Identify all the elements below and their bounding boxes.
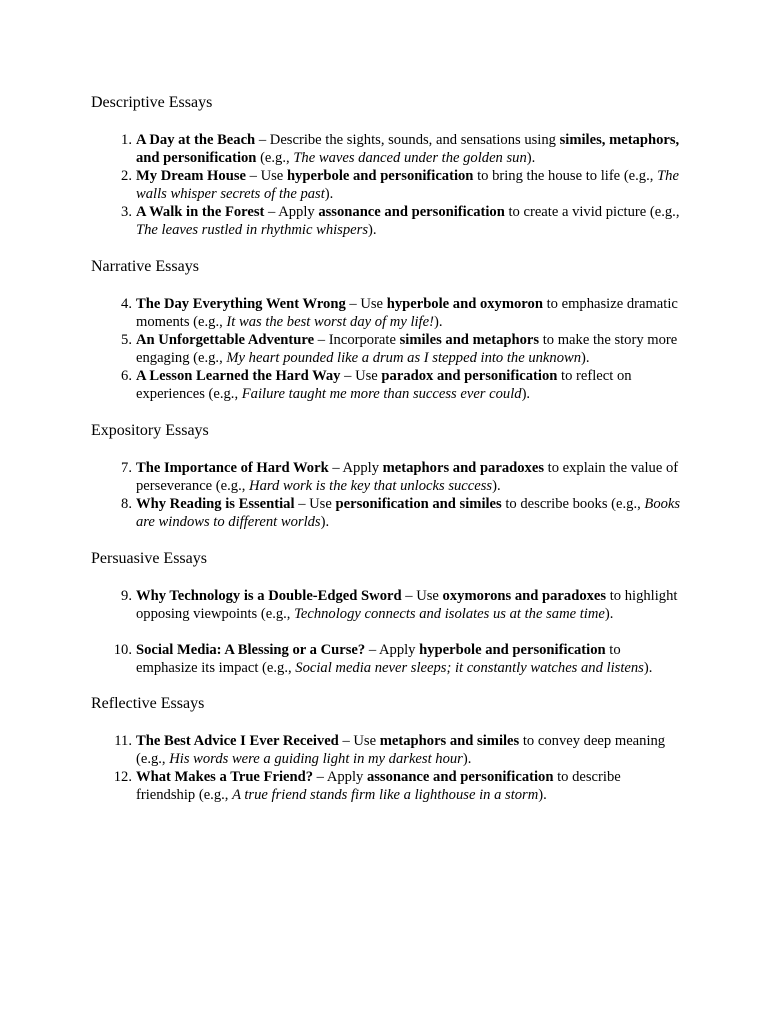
literary-devices: metaphors and similes [379,733,520,749]
essay-title: Why Reading is Essential [136,496,295,512]
instruction-text: Use [309,496,336,512]
literary-devices: hyperbole and personification [419,642,606,658]
item-number: 5 . [106,331,132,349]
dash: – [264,204,279,220]
purpose-text: to explain the value of perseverance [136,460,679,494]
example-text: His words were a guiding light in my darkest hour [169,751,463,767]
example-close: ). [462,751,472,767]
section-heading-descriptive: Descriptive Essays [91,94,213,111]
list-item [121,167,681,203]
instruction-text: Apply [278,204,319,220]
literary-devices: similes, metaphors, and personification [136,132,680,166]
instruction-text: Use [360,296,387,312]
example-close: ). [320,514,330,530]
dash: – [313,769,327,785]
section-heading-expository: Expository Essays [91,422,209,439]
list-item [121,367,681,403]
item-number: 8 . [106,495,132,513]
example-text: A true friend stands firm like a lighthouse in a storm [232,787,539,803]
purpose-text: to bring the house to life [473,168,621,184]
essay-title: A Lesson Learned the Hard Way [136,368,341,384]
literary-devices: hyperbole and personification [286,168,474,184]
example-close: ). [521,386,531,402]
item-number: 6 . [106,367,132,385]
purpose-text: to emphasize its impact [136,642,621,676]
instruction-text: Incorporate [328,332,400,348]
list-item [121,587,681,623]
example-open: (e.g., [136,751,170,767]
purpose-text: to make the story more engaging [136,332,678,366]
example-open: (e.g., [189,350,227,366]
list-item [121,331,681,367]
example-text: Technology connects and isolates us at the same time [294,606,605,622]
essay-title: The Day Everything Went Wrong [136,296,346,312]
example-open: (e.g., [646,204,680,220]
example-close: ). [492,478,501,494]
example-open: (e.g., [204,386,242,402]
item-number: 10 . [106,641,132,659]
section-heading-reflective: Reflective Essays [91,695,205,712]
example-open: (e.g., [257,606,295,622]
essay-title: What Makes a True Friend? [136,769,314,785]
example-open: (e.g., [607,496,645,512]
dash: – [294,496,310,512]
example-close: ). [581,350,590,366]
essay-title: The Importance of Hard Work [136,460,329,476]
purpose-text: to reflect on experiences [136,368,632,402]
example-close: ). [526,150,536,166]
example-text: My heart pounded like a drum as I stepped into the unknown [226,350,582,366]
list-item [121,459,681,495]
purpose-text: to describe books [501,496,608,512]
literary-devices: hyperbole and oxymoron [386,296,543,312]
list-item [121,131,681,167]
instruction-text: Use [353,733,380,749]
item-number: 11 . [106,732,132,750]
dash: – [338,733,354,749]
list-item [121,495,681,531]
list-item [113,768,681,804]
item-number: 7 . [106,459,132,477]
example-text: It was the best worst day of my life! [226,314,434,330]
literary-devices: similes and metaphors [399,332,540,348]
item-number: 2 . [106,167,132,185]
example-text: The walls whisper secrets of the past [136,168,679,202]
section-heading-persuasive: Persuasive Essays [91,550,207,567]
list-item [121,203,681,239]
example-close: ). [433,314,443,330]
example-close: ). [368,222,377,238]
item-number: 12 . [106,768,132,786]
essay-title: Social Media: A Blessing or a Curse? [136,642,366,658]
literary-devices: paradox and personification [381,368,558,384]
purpose-text: to convey deep meaning [519,733,666,749]
example-close: ). [538,787,547,803]
section-heading-narrative: Narrative Essays [91,258,199,275]
dash: – [255,132,270,148]
essay-title: A Day at the Beach [136,132,256,148]
dash: – [401,588,417,604]
essay-title: Why Technology is a Double-Edged Sword [136,588,402,604]
dash: – [328,460,343,476]
example-close: ). [643,660,653,676]
essay-title: My Dream House [136,168,246,184]
essay-title: The Best Advice I Ever Received [136,733,339,749]
example-close: ). [324,186,334,202]
example-open: (e.g., [256,150,294,166]
essay-title: A Walk in the Forest [136,204,265,220]
dash: – [245,168,261,184]
literary-devices: oxymorons and paradoxes [442,588,607,604]
example-open: (e.g., [258,660,296,676]
purpose-text: to highlight opposing viewpoints [136,588,678,622]
instruction-text: Describe the sights, sounds, and sensations using [269,132,560,148]
example-text: Hard work is the key that unlocks success [249,478,493,494]
purpose-text: to create a vivid picture [504,204,647,220]
dash: – [314,332,329,348]
item-number: 9 . [106,587,132,605]
instruction-text: Use [260,168,287,184]
instruction-text: Use [355,368,382,384]
example-text: Failure taught me more than success ever could [241,386,522,402]
literary-devices: personification and similes [335,496,502,512]
example-close: ). [604,606,614,622]
dash: – [345,296,361,312]
example-open: (e.g., [212,478,250,494]
dash: – [340,368,356,384]
example-open: (e.g., [189,314,227,330]
list-item [121,295,681,331]
list-item [113,641,681,677]
example-text: The waves danced under the golden sun [293,150,527,166]
item-number: 1 . [106,131,132,149]
purpose-text: to describe friendship [136,769,621,803]
item-number: 3 . [106,203,132,221]
instruction-text: Apply [342,460,383,476]
purpose-text: to emphasize dramatic moments [136,296,678,330]
example-text: Social media never sleeps; it constantly watches and listens [295,660,644,676]
literary-devices: assonance and personification [366,769,554,785]
list-item [114,732,681,768]
dash: – [365,642,379,658]
example-text: The leaves rustled in rhythmic whispers [136,222,368,238]
item-number: 4 . [106,295,132,313]
instruction-text: Apply [378,642,420,658]
instruction-text: Use [416,588,443,604]
example-open: (e.g., [620,168,658,184]
literary-devices: metaphors and paradoxes [382,460,544,476]
example-text: Books are windows to different worlds [136,496,681,530]
literary-devices: assonance and personification [318,204,505,220]
instruction-text: Apply [326,769,367,785]
essay-title: An Unforgettable Adventure [136,332,315,348]
example-open: (e.g., [195,787,233,803]
